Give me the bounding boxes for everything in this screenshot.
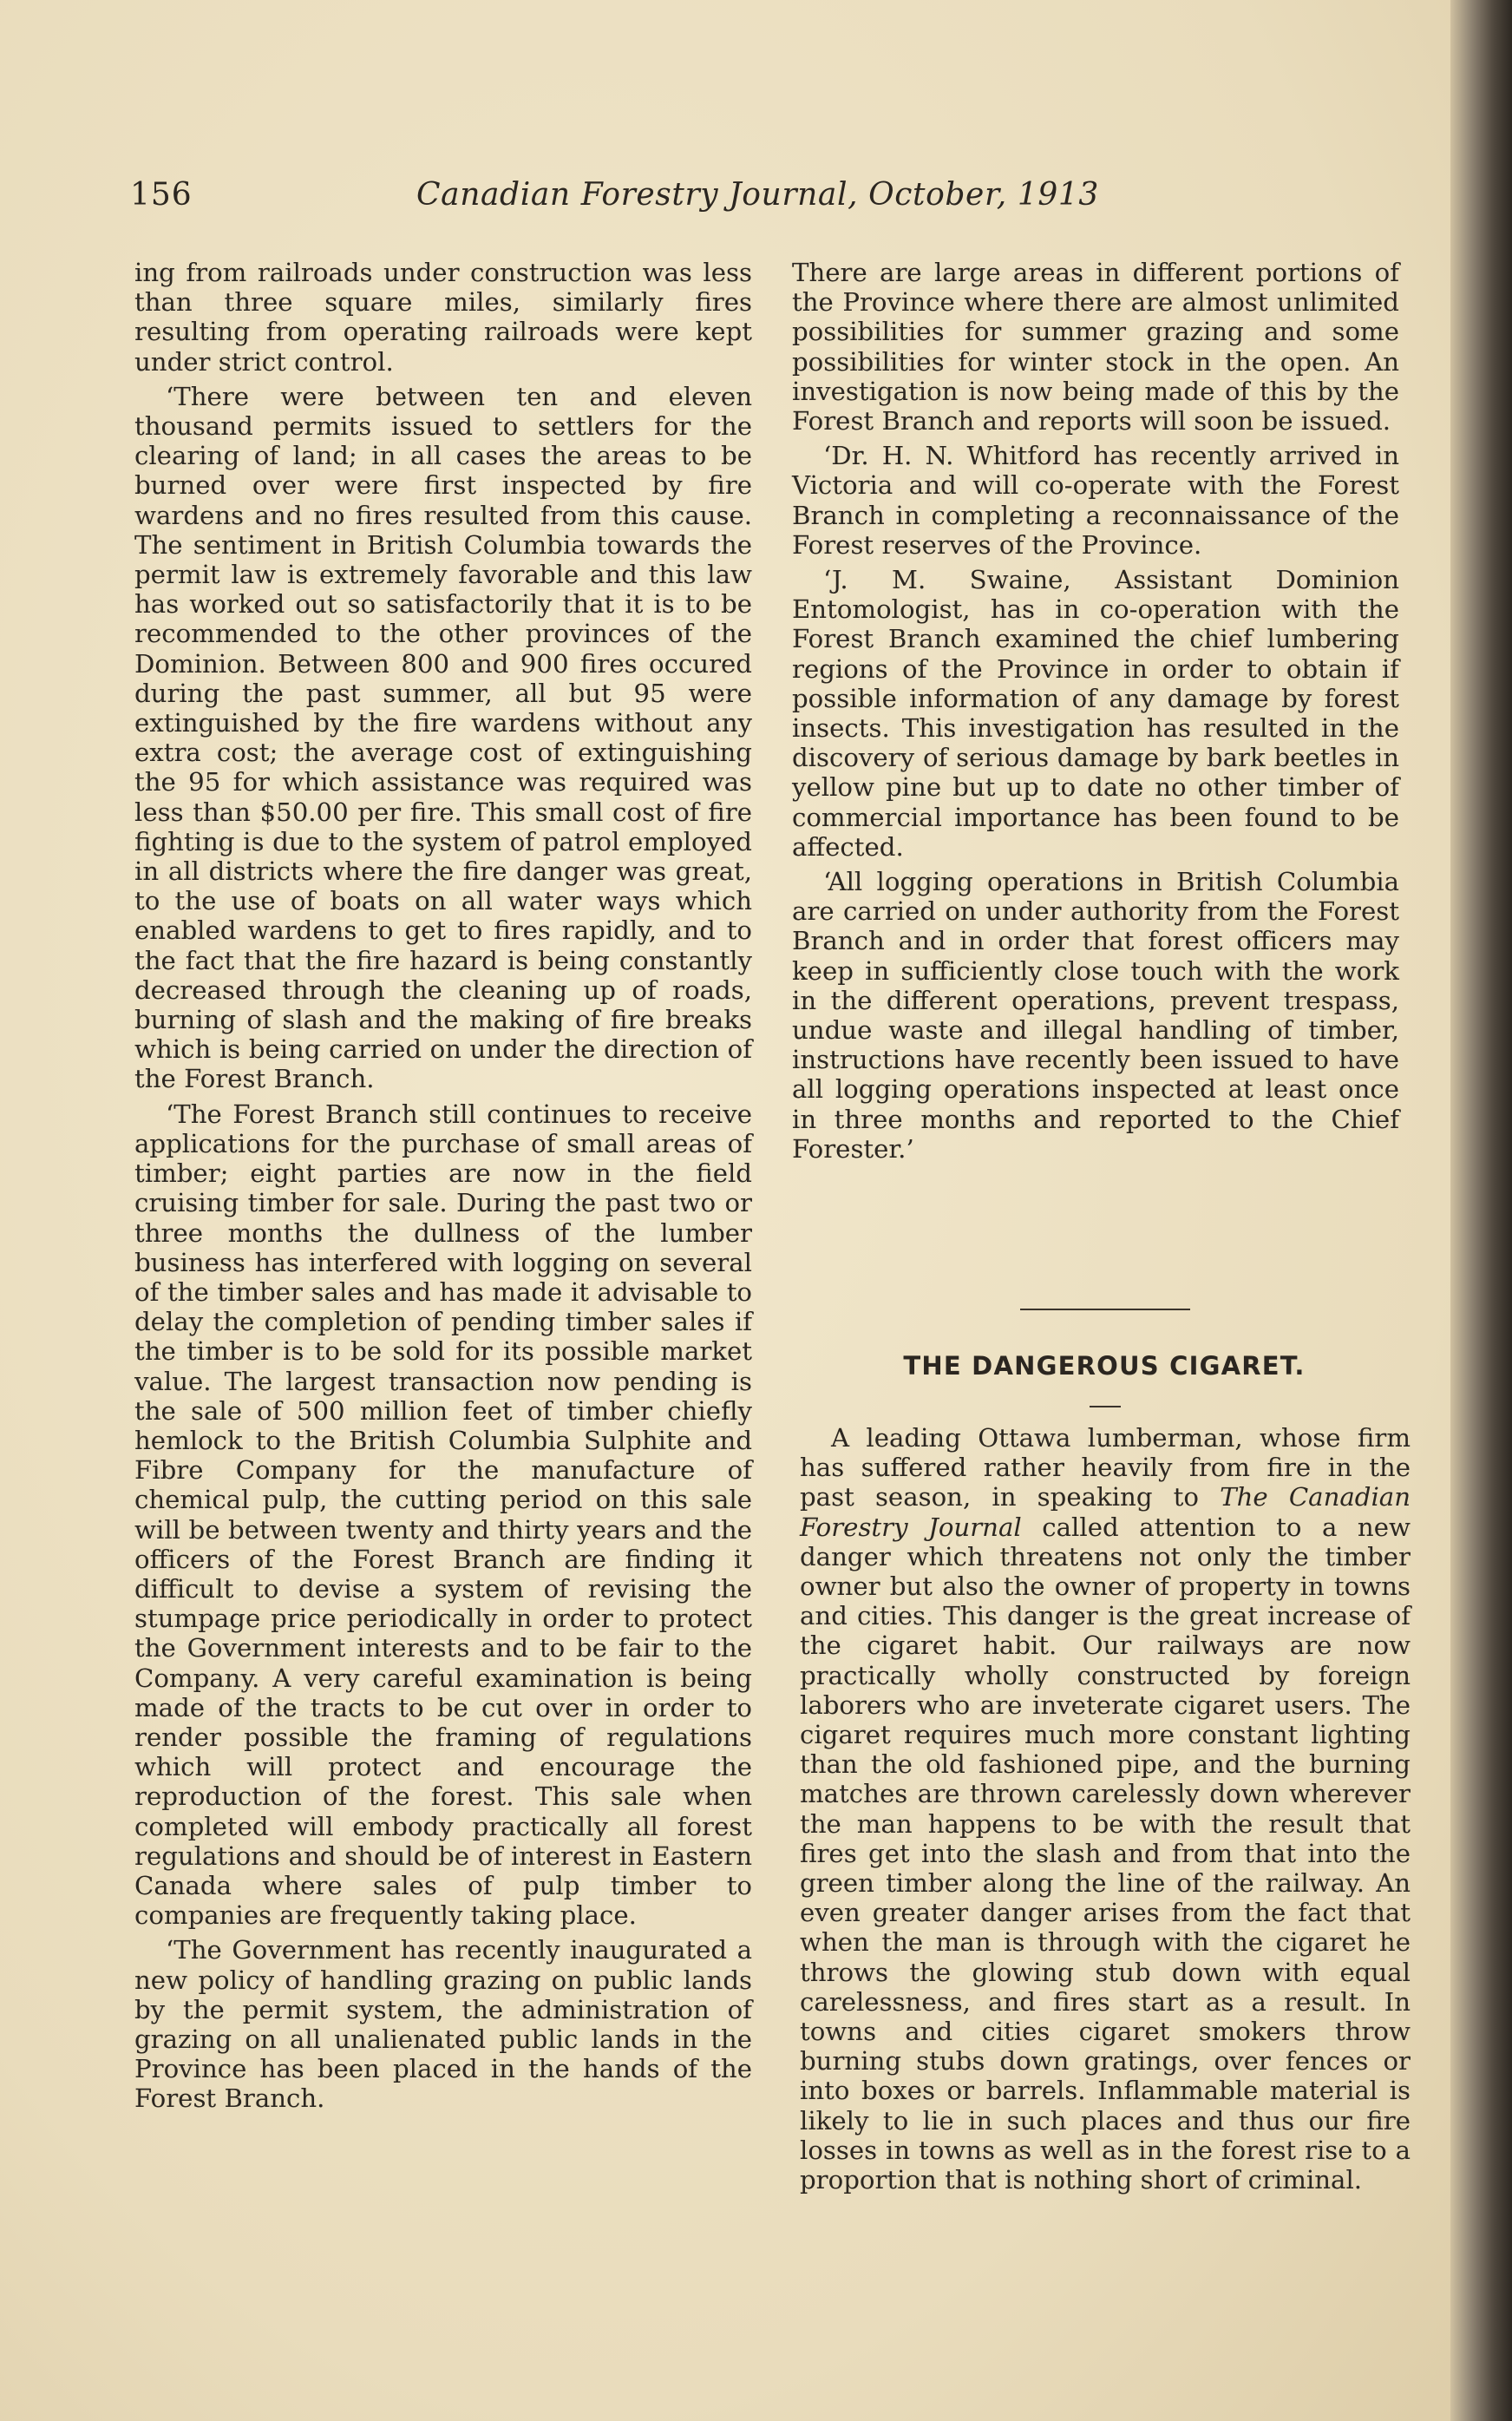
paragraph: ing from railroads under construction was less than three square miles, similarly fires resulting from operating railroads were kept under strict control. [134, 258, 752, 377]
left-column [134, 258, 752, 2119]
paragraph: There are large areas in different portions of the Province where there are almost unlimited possibilities for summer grazing and some possibilities for winter stock in the open. An investigation is now being made of this by the Forest Branch and reports will soon be issued. [792, 258, 1399, 436]
paragraph [800, 1423, 1411, 2195]
paragraph: ‘J. M. Swaine, Assistant Dominion Entomologist, has in co-operation with the Forest Branch examined the chief lumbering regions of the Province in order to obtain if possible information of any damage by forest insects. This investigation has resulted in the discovery of serious damage by bark beetles in yellow pine but up to date no other timber of commercial importance has been found to be affected. [792, 565, 1399, 862]
paragraph: ‘There were between ten and eleven thousand permits issued to settlers for the clearing of land; in all cases the areas to be burned over were first inspected by fire wardens and no fires resulted from this cause. The sentiment in British Columbia towards the permit law is extremely favorable and this law has worked out so satisfactorily that it is to be recommended to the other provinces of the Dominion. Between 800 and 900 fires occured during the past summer, all but 95 were extinguished by the fire wardens without any extra cost; the average cost of extinguishing the 95 for which assistance was required was less than $50.00 per fire. This small cost of fire fighting is due to the system of patrol employed in all districts where the fire danger was great, to the use of boats on all water ways which enabled wardens to get to fires rapidly, and to the fact that the fire hazard is being constantly decreased through the cleaning up of roads, burning of slash and the making of fire breaks which is being carried on under the direction of the Forest Branch. [134, 381, 752, 1094]
article-title: THE DANGEROUS CIGARET. [903, 1351, 1306, 1381]
title-dash [1090, 1406, 1121, 1407]
article-body [800, 1423, 1411, 2200]
paragraph: ‘All logging operations in British Columbia are carried on under authority from the Forest Branch and in order that forest officers may keep in sufficiently close touch with the work in the different operations, prevent trespass, undue waste and illegal handling of timber, instructions have recently been issued to have all logging operations inspected at least once in three months and reported to the Chief Forester.’ [792, 867, 1399, 1164]
paragraph: ‘The Government has recently inaugurated a new policy of handling grazing on public lands by the permit system, the administration of grazing on all unalienated public lands in the Province has been placed in the hands of the Forest Branch. [134, 1935, 752, 2114]
binding-gutter [1450, 0, 1512, 2421]
article-text: A leading Ottawa lumberman, whose firm has suffered rather heavily from fire in the past season, in speaking to [800, 1423, 1411, 1512]
paragraph: ‘Dr. H. N. Whitford has recently arrived in Victoria and will co-operate with the Forest Branch in completing a reconnaissance of the Forest reserves of the Province. [792, 441, 1399, 560]
right-column-continued [792, 258, 1399, 1169]
running-title: Canadian Forestry Journal, October, 1913 [416, 177, 1099, 213]
article-text: called attention to a new danger which threatens not only the timber owner but also the owner of property in towns and cities. This danger is the great increase of the cigaret habit. Our railways are now practically wholly constructed by foreign laborers who are inveterate cigaret users. The cigaret requires much more constant lighting than the old fashioned pipe, and the burning matches are thrown carelessly down wherever the man happens to be with the result that fires get into the slash and from that into the green timber along the line of the railway. An even greater danger arises from the fact that when the man is through with the cigaret he throws the glowing stub down with equal carelessness, and fires start as a result. In towns and cities cigaret smokers throw burning stubs down gratings, over fences or into boxes or barrels. Inflammable material is likely to lie in such places and thus our fire losses in towns as well as in the forest rise to a proportion that is nothing short of criminal. [800, 1512, 1411, 2195]
section-divider [1020, 1309, 1190, 1310]
journal-name: The Canadian Forestry Journal [800, 1482, 1411, 1542]
page-header [130, 177, 1119, 220]
page-number: 156 [130, 177, 193, 213]
paragraph: ‘The Forest Branch still continues to receive applications for the purchase of small areas of timber; eight parties are now in the field cruising timber for sale. During the past two or three months the dullness of the lumber business has interfered with logging on several of the timber sales and has made it advisable to delay the completion of pending timber sales if the timber is to be sold for its possible market value. The largest transaction now pending is the sale of 500 million feet of timber chiefly hemlock to the British Columbia Sulphite and Fibre Company for the manufacture of chemical pulp, the cutting period on this sale will be between twenty and thirty years and the officers of the Forest Branch are finding it difficult to devise a system of revising the stumpage price periodically in order to protect the Government interests and to be fair to the Company. A very careful examination is being made of the tracts to be cut over in order to render possible the framing of regulations which will protect and encourage the reproduction of the forest. This sale when completed will embody practically all forest regulations and should be of interest in Eastern Canada where sales of pulp timber to companies are frequently taking place. [134, 1099, 752, 1931]
